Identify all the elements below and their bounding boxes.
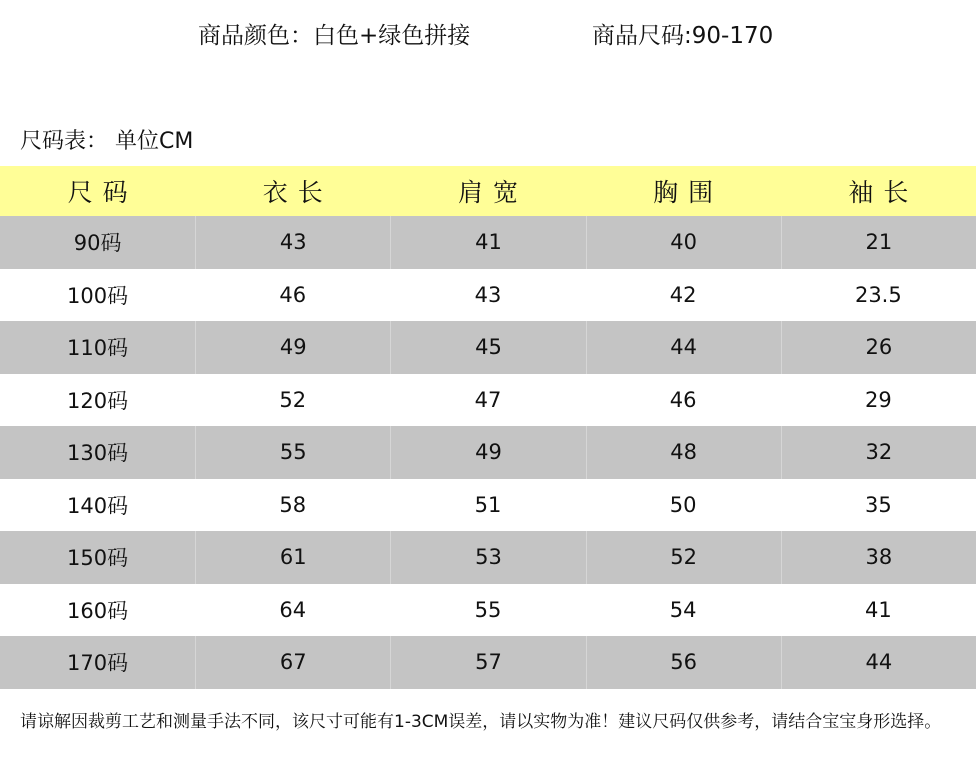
table-row <box>0 531 976 584</box>
cell-size: 140码 <box>67 493 129 518</box>
cell-chest: 40 <box>586 216 781 269</box>
table-row <box>0 321 976 374</box>
cell-length: 55 <box>195 426 390 479</box>
cell-size: 160码 <box>67 598 129 623</box>
cell-shoulder: 45 <box>390 321 585 374</box>
cell-size: 170码 <box>67 651 129 676</box>
header-chest: 胸围 <box>653 178 724 207</box>
cell-size: 130码 <box>67 441 129 466</box>
cell-chest: 50 <box>669 492 697 517</box>
header-shoulder: 肩宽 <box>457 178 528 207</box>
cell-shoulder: 49 <box>390 426 585 479</box>
cell-sleeve: 35 <box>864 492 892 517</box>
cell-shoulder: 53 <box>390 531 585 584</box>
cell-sleeve: 41 <box>864 597 892 622</box>
cell-chest: 44 <box>586 321 781 374</box>
cell-length: 52 <box>279 387 307 412</box>
cell-shoulder: 57 <box>390 636 585 689</box>
size-table <box>0 166 976 689</box>
table-row <box>0 636 976 689</box>
table-row <box>0 374 976 427</box>
size-table-title: 尺码表： 单位CM <box>20 129 194 154</box>
measurement-disclaimer: 请谅解因裁剪工艺和测量手法不同，该尺寸可能有1-3CM误差，请以实物为准！建议尺码仅供参考，请结合宝宝身形选择。 <box>20 712 942 732</box>
product-color-text: 商品颜色：白色+绿色拼接 <box>198 23 471 49</box>
cell-size: 110码 <box>67 336 129 361</box>
cell-chest: 52 <box>586 531 781 584</box>
cell-sleeve: 44 <box>781 636 976 689</box>
cell-shoulder: 55 <box>474 597 502 622</box>
cell-length: 46 <box>279 282 307 307</box>
cell-chest: 46 <box>669 387 697 412</box>
header-sleeve: 袖长 <box>848 178 919 207</box>
cell-shoulder: 47 <box>474 387 502 412</box>
cell-sleeve: 38 <box>781 531 976 584</box>
cell-length: 58 <box>279 492 307 517</box>
cell-shoulder: 51 <box>474 492 502 517</box>
cell-size: 90码 <box>73 231 122 256</box>
cell-shoulder: 41 <box>390 216 585 269</box>
cell-sleeve: 32 <box>781 426 976 479</box>
table-row <box>0 426 976 479</box>
cell-length: 67 <box>195 636 390 689</box>
header-size: 尺码 <box>67 178 138 207</box>
table-row <box>0 216 976 269</box>
cell-sleeve: 23.5 <box>854 282 902 307</box>
cell-length: 64 <box>279 597 307 622</box>
header-length: 衣长 <box>262 178 333 207</box>
cell-sleeve: 29 <box>864 387 892 412</box>
table-row <box>0 584 976 637</box>
table-header-row <box>0 166 976 216</box>
cell-shoulder: 43 <box>474 282 502 307</box>
cell-size: 100码 <box>67 283 129 308</box>
cell-size: 150码 <box>67 546 129 571</box>
table-row <box>0 479 976 532</box>
table-row <box>0 269 976 322</box>
cell-length: 43 <box>195 216 390 269</box>
cell-chest: 54 <box>669 597 697 622</box>
cell-length: 49 <box>195 321 390 374</box>
cell-size: 120码 <box>67 388 129 413</box>
cell-length: 61 <box>195 531 390 584</box>
cell-chest: 48 <box>586 426 781 479</box>
cell-chest: 42 <box>669 282 697 307</box>
product-size-range-text: 商品尺码:90-170 <box>592 23 774 49</box>
cell-sleeve: 26 <box>781 321 976 374</box>
cell-sleeve: 21 <box>781 216 976 269</box>
cell-chest: 56 <box>586 636 781 689</box>
